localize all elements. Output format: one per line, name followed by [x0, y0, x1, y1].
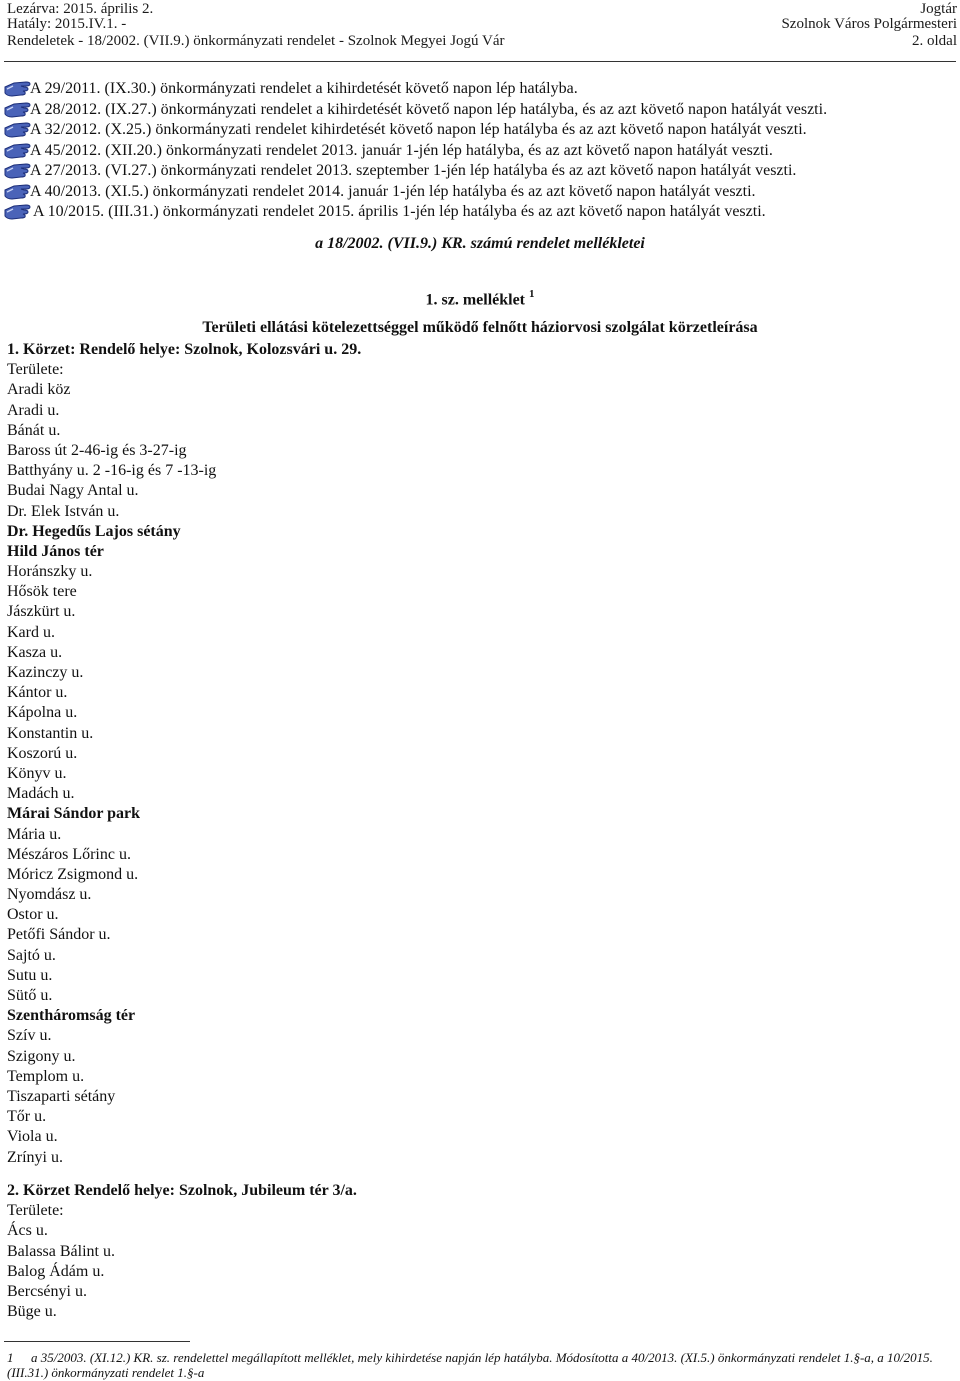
header-validity: Hatály: 2015.IV.1. - [7, 16, 127, 32]
street-item: Dr. Hegedűs Lajos sétány [7, 522, 181, 540]
amendment-note-text: A 28/2012. (IX.27.) önkormányzati rendelet a kihirdetését követő napon lép hatályba, és az azt követő napon hatályát veszti. [30, 100, 828, 118]
amendment-note-text: A 29/2011. (IX.30.) önkormányzati rendelet a kihirdetését követő napon lép hatályba. [30, 80, 578, 97]
footnote-reference[interactable]: 1 [529, 288, 535, 300]
pointing-hand-icon[interactable] [4, 101, 32, 119]
street-item: Sütő u. [7, 987, 53, 1004]
amendment-note [0, 202, 960, 223]
street-item: Ostor u. [7, 906, 59, 924]
street-item: Nyomdász u. [7, 886, 92, 904]
district-1-area-label: Területe: [7, 361, 64, 379]
header-divider [4, 61, 956, 62]
pointing-hand-icon[interactable] [4, 203, 32, 221]
page-header [0, 0, 960, 56]
amendment-notes [0, 79, 960, 223]
street-item: Balassa Bálint u. [7, 1242, 115, 1260]
street-item: Szigony u. [7, 1047, 76, 1065]
district-2-area-label: Területe: [7, 1202, 64, 1220]
street-item: Kasza u. [7, 643, 63, 661]
street-item: Móricz Zsigmond u. [7, 865, 139, 883]
street-item: Batthyány u. 2 -16-ig és 7 -13-ig [7, 462, 217, 480]
street-item: Könyv u. [7, 764, 67, 782]
amendment-note [0, 161, 960, 182]
street-item: Viola u. [7, 1128, 58, 1146]
footnote [7, 1350, 957, 1380]
pointing-hand-icon[interactable] [4, 162, 32, 180]
street-item: Jászkürt u. [7, 603, 76, 621]
header-page-number: 2. oldal [912, 33, 957, 49]
amendment-note-text: A 10/2015. (III.31.) önkormányzati rendelet 2015. április 1-jén lép hatályba és az azt követő napon hatályát veszti. [33, 203, 766, 220]
amendment-note-text: A 40/2013. (XI.5.) önkormányzati rendelet 2014. január 1-jén lép hatályba és az azt követő napon hatályát veszti. [30, 182, 756, 200]
street-item: Tiszaparti sétány [7, 1087, 116, 1105]
district-2-title: 2. Körzet Rendelő helye: Szolnok, Jubileum tér 3/a. [7, 1182, 357, 1199]
amendment-note [0, 141, 960, 162]
header-issuer: Szolnok Város Polgármesteri [781, 16, 957, 32]
amendment-note [0, 100, 960, 121]
street-item: Petőfi Sándor u. [7, 926, 111, 944]
district-1 [7, 340, 907, 1168]
street-item: Aradi u. [7, 401, 60, 419]
street-item: Templom u. [7, 1067, 85, 1085]
street-item: Kántor u. [7, 684, 68, 702]
header-source: Jogtár [920, 1, 957, 17]
street-item: Horánszky u. [7, 563, 93, 581]
street-item: Aradi köz [7, 381, 71, 399]
pointing-hand-icon[interactable] [4, 142, 32, 160]
street-item: Kazinczy u. [7, 664, 84, 681]
footnote-divider [4, 1341, 190, 1342]
amendment-note-text: A 32/2012. (X.25.) önkormányzati rendelet kihirdetését követő napon lép hatályba és az azt követő napon hatályát veszti. [30, 121, 807, 138]
annexes-subtitle: a 18/2002. (VII.9.) KR. számú rendelet mellékletei [315, 235, 645, 252]
district-2-street-list [7, 1221, 907, 1322]
street-item: Mária u. [7, 825, 62, 843]
amendment-note [0, 182, 960, 203]
street-item: Baross út 2-46-ig és 3-27-ig [7, 441, 187, 459]
street-item: Hild János tér [7, 542, 104, 560]
street-item: Koszorú u. [7, 744, 78, 762]
district-1-title: 1. Körzet: Rendelő helye: Szolnok, Kolozsvári u. 29. [7, 341, 362, 358]
pointing-hand-icon[interactable] [4, 80, 32, 98]
street-item: Zrínyi u. [7, 1148, 63, 1166]
street-item: Konstantin u. [7, 724, 94, 742]
annex-title [0, 289, 960, 309]
street-item: Szív u. [7, 1027, 52, 1045]
street-item: Hősök tere [7, 583, 77, 601]
street-item: Márai Sándor park [7, 805, 141, 823]
district-2 [7, 1181, 907, 1322]
annex-title-text: 1. sz. melléklet [425, 291, 526, 309]
street-item: Balog Ádám u. [7, 1262, 105, 1280]
annex-heading: Területi ellátási kötelezettséggel működő felnőtt háziorvosi szolgálat körzetleírása [202, 319, 758, 336]
street-item: Büge u. [7, 1303, 57, 1321]
street-item: Mészáros Lőrinc u. [7, 845, 131, 863]
amendment-note-text: A 27/2013. (VI.27.) önkormányzati rendelet 2013. szeptember 1-jén lép hatályba és az azt követő napon hatályát veszti. [30, 162, 797, 179]
footnote-text: a 35/2003. (XI.12.) KR. sz. rendelettel megállapított melléklet, mely kihirdetése napján lép hatályba. Módosította a 40/2013. (XI.5.) önkormányzati rendelet 1.§-a, a 10/2015. (III.31.) önkormányzati rendelet 1.§-a [7, 1350, 933, 1380]
street-item: Dr. Elek István u. [7, 502, 120, 520]
footnote-number: 1 [7, 1350, 14, 1365]
header-document-path: Rendeletek - 18/2002. (VII.9.) önkormányzati rendelet - Szolnok Megyei Jogú Vár [7, 33, 505, 49]
amendment-note-text: A 45/2012. (XII.20.) önkormányzati rendelet 2013. január 1-jén lép hatályba, és az azt követő napon hatályát veszti. [30, 141, 773, 159]
street-item: Kard u. [7, 623, 55, 641]
district-1-street-list [7, 380, 907, 1167]
street-item: Sutu u. [7, 966, 53, 984]
street-item: Kápolna u. [7, 704, 78, 722]
street-item: Sajtó u. [7, 946, 56, 964]
pointing-hand-icon[interactable] [4, 183, 32, 201]
pointing-hand-icon[interactable] [4, 121, 32, 139]
amendment-note [0, 120, 960, 141]
street-item: Bánát u. [7, 421, 61, 439]
street-item: Budai Nagy Antal u. [7, 482, 139, 500]
amendment-note [0, 79, 960, 100]
street-item: Ács u. [7, 1222, 48, 1240]
header-closed-date: Lezárva: 2015. április 2. [7, 1, 154, 17]
street-item: Szentháromság tér [7, 1007, 136, 1025]
street-item: Tőr u. [7, 1108, 47, 1126]
street-item: Bercsényi u. [7, 1282, 87, 1300]
street-item: Madách u. [7, 785, 75, 803]
